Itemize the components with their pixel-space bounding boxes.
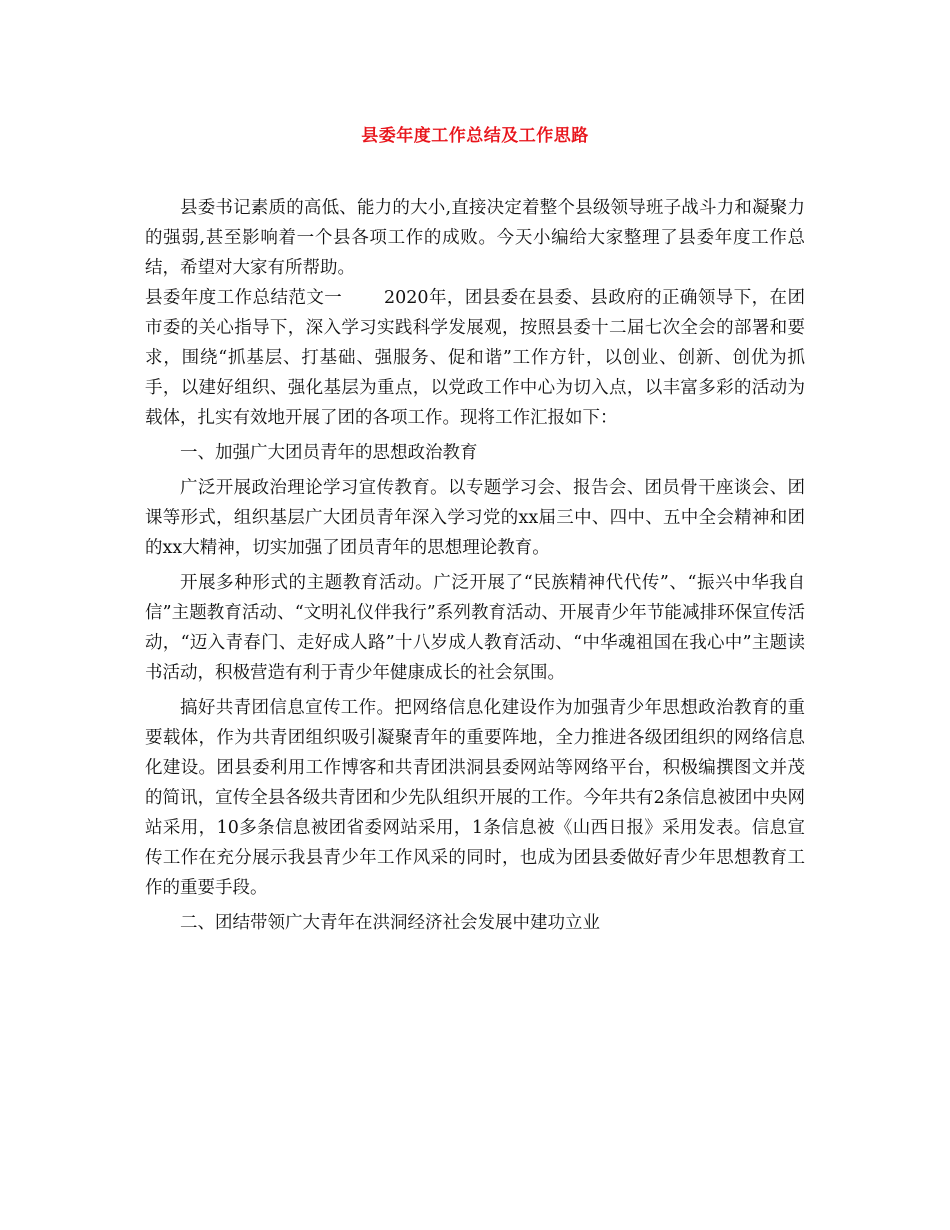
body-paragraph: 开展多种形式的主题教育活动。广泛开展了“民族精神代代传”、“振兴中华我自信”主题教育活动、“文明礼仪伴我行”系列教育活动、开展青少年节能减排环保宣传活动，“迈入青春门、走好成人路”十八岁成人教育活动、“中华魂祖国在我心中”主题读书活动，积极营造有利于青少年健康成长的社会氛围。 bbox=[145, 573, 805, 683]
body-paragraph: 搞好共青团信息宣传工作。把网络信息化建设作为加强青少年思想政治教育的重要载体，作为共青团组织吸引凝聚青年的重要阵地，全力推进各级团组织的网络信息化建设。团县委利用工作博客和共青团洪洞县委网站等网络平台，积极编撰图文并茂的简讯，宣传全县各级共青团和少先队组织开展的工作。今年共有2条信息被团中央网站采用，10多条信息被团省委网站采用，1条信息被《山西日报》采用发表。信息宣传工作在充分展示我县青少年工作风采的同时，也成为团县委做好青少年思想教育工作的重要手段。 bbox=[145, 698, 805, 898]
sample-one-paragraph: 县委年度工作总结范文一 2020年，团县委在县委、县政府的正确领导下，在团市委的关心指导下，深入学习实践科学发展观，按照县委十二届七次全会的部署和要求，围绕“抓基层、打基础、强服务、促和谐”工作方针，以创业、创新、创优为抓手，以建好组织、强化基层为重点，以党政工作中心为切入点，以丰富多彩的活动为载体，扎实有效地开展了团的各项工作。现将工作汇报如下： bbox=[145, 288, 805, 428]
document-body bbox=[145, 193, 805, 943]
document-title: 县委年度工作总结及工作思路 bbox=[361, 126, 589, 146]
section-heading-one: 一、加强广大团员青年的思想政治教育 bbox=[180, 443, 478, 463]
body-paragraph: 广泛开展政治理论学习宣传教育。以专题学习会、报告会、团员骨干座谈会、团课等形式，组织基层广大团员青年深入学习党的xx届三中、四中、五中全会精神和团的xx大精神，切实加强了团员青年的思想理论教育。 bbox=[145, 478, 805, 558]
section-heading-two: 二、团结带领广大青年在洪洞经济社会发展中建功立业 bbox=[180, 913, 600, 933]
intro-paragraph: 县委书记素质的高低、能力的大小,直接决定着整个县级领导班子战斗力和凝聚力的强弱,甚至影响着一个县各项工作的成败。今天小编给大家整理了县委年度工作总结，希望对大家有所帮助。 bbox=[145, 198, 805, 278]
